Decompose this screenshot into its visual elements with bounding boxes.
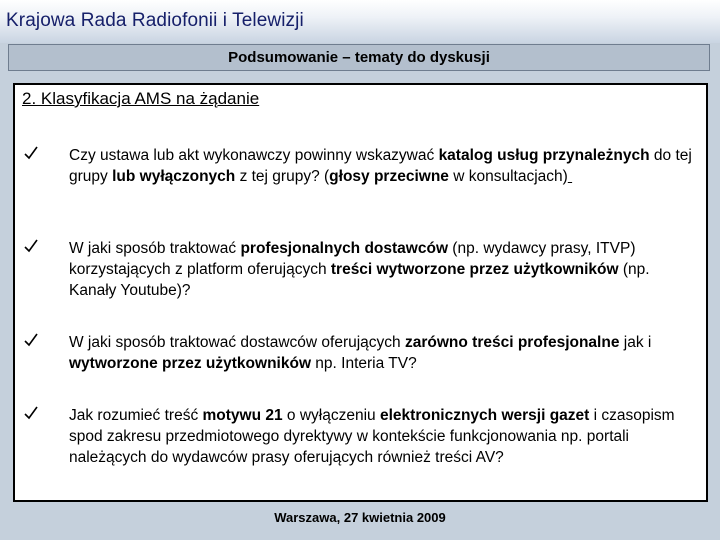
bold-text: lub wyłączonych [112, 168, 236, 185]
text-run: do tej grupy [69, 147, 692, 185]
header-band [0, 0, 720, 43]
text-run: w konsultacjach) [448, 168, 568, 185]
bold-text: głosy przeciwne [329, 168, 449, 185]
text-run: W jaki sposób traktować [69, 240, 241, 257]
text-run: i czasopism spod zakresu przedmiotowego dyrektywy w kontekście funkcjonowania np. portali należących do wydawców prasy oferujących również treści AV? [69, 407, 675, 466]
item-text [69, 238, 695, 301]
text-run: jak i [619, 334, 652, 351]
text-run: Jak rozumieć treść [69, 407, 203, 424]
page-title: Krajowa Rada Radiofonii i Telewizji [6, 10, 304, 31]
bold-text: zarówno treści profesjonalne [404, 334, 620, 351]
text-run: (np. Kanały Youtube)? [69, 261, 650, 299]
text-run: np. Interia TV? [311, 355, 417, 372]
bold-text [568, 168, 572, 185]
bold-text: motywu 21 [202, 407, 283, 424]
text-run: Czy ustawa lub akt wykonawczy powinny wskazywać [69, 147, 439, 164]
item-text [69, 145, 695, 187]
item-text [69, 405, 695, 468]
text-run: W jaki sposób traktować dostawców oferujących [69, 334, 405, 351]
text-run: (np. wydawcy prasy, ITVP) korzystających z platform oferujących [69, 240, 636, 278]
text-run: o wyłączeniu [282, 407, 380, 424]
bold-text: treści wytworzone przez użytkowników [330, 261, 619, 278]
bold-text: wytworzone przez użytkowników [69, 355, 311, 372]
slide-subtitle: Podsumowanie – tematy do dyskusji [8, 44, 710, 71]
section-heading: 2. Klasyfikacja AMS na żądanie [22, 89, 260, 108]
bold-text: profesjonalnych dostawców [240, 240, 448, 257]
bold-text: elektronicznych wersji gazet [379, 407, 590, 424]
content-frame [13, 83, 708, 502]
check-icon [23, 238, 39, 254]
bold-text: katalog usług przynależnych [438, 147, 650, 164]
text-run: z tej grupy? ( [235, 168, 330, 185]
check-icon [23, 332, 39, 348]
check-icon [23, 405, 39, 421]
check-icon [23, 145, 39, 161]
footer-date: Warszawa, 27 kwietnia 2009 [274, 510, 446, 525]
item-text [69, 332, 695, 374]
